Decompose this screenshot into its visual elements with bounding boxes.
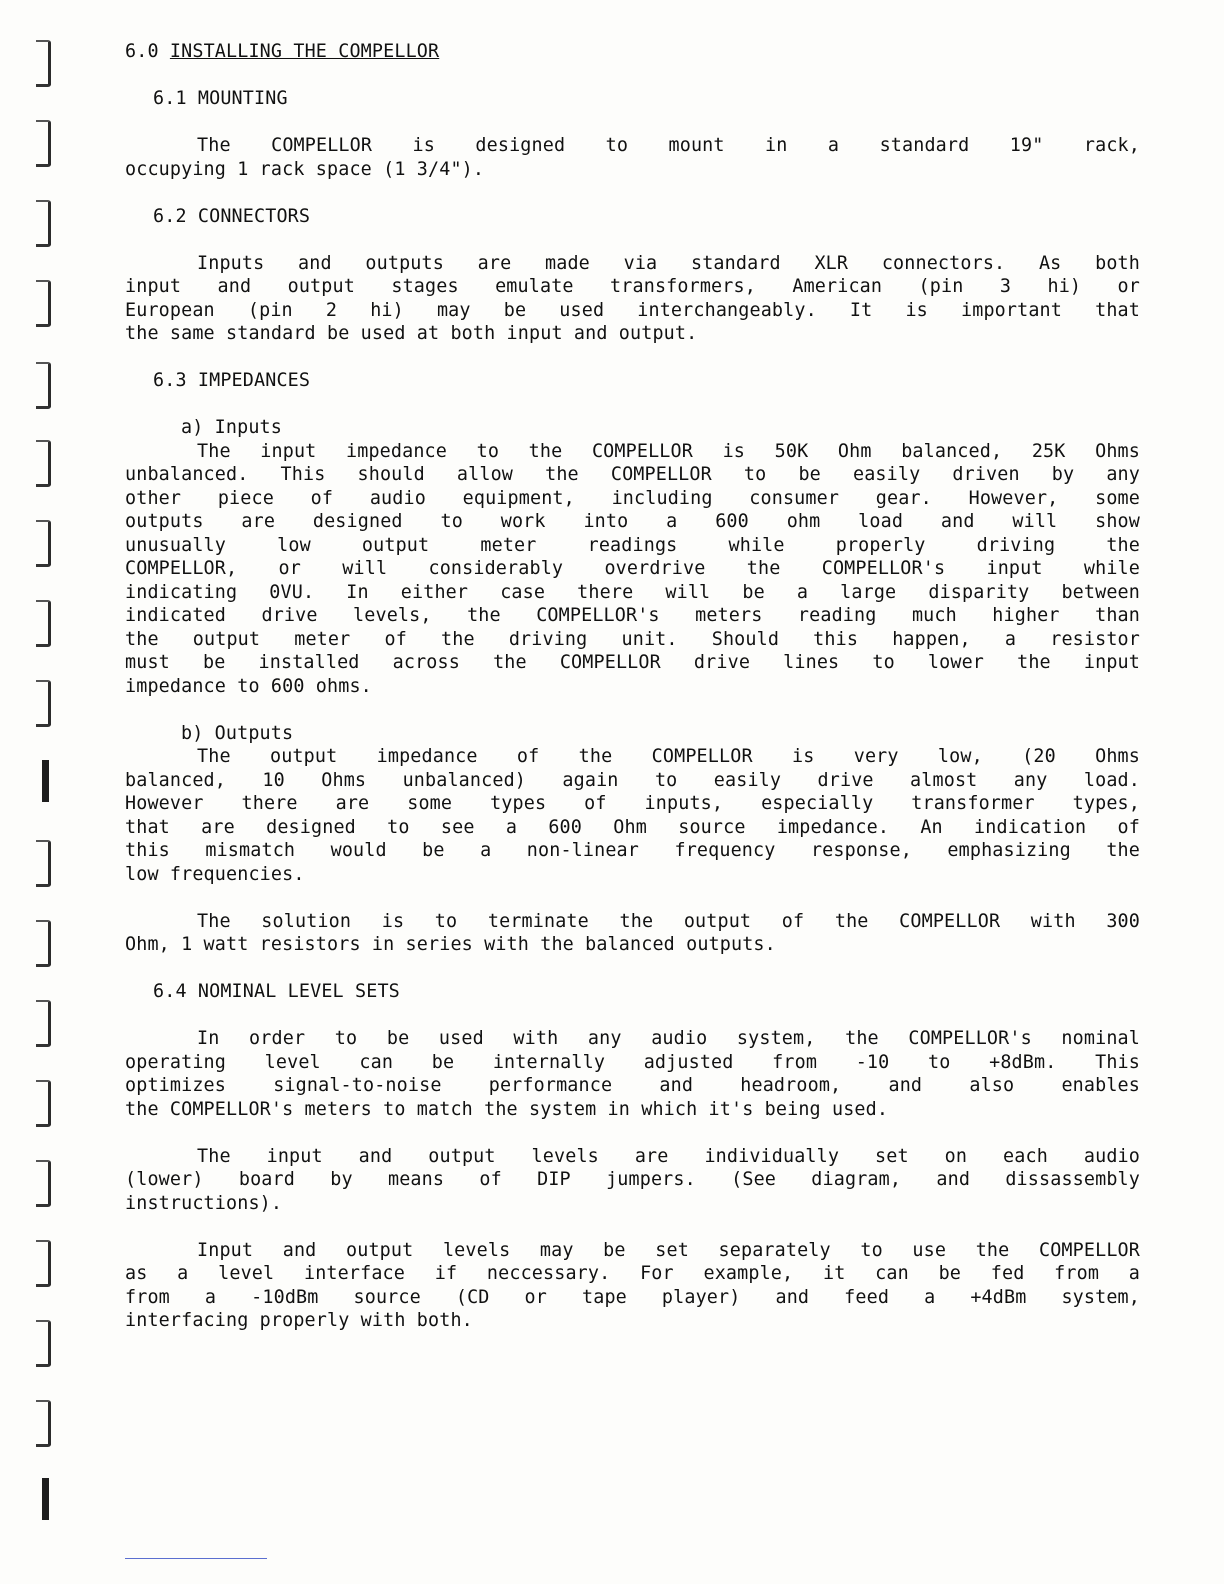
paragraph-line: instructions). <box>125 1192 283 1214</box>
binder-tab <box>36 840 51 887</box>
paragraph-line: low frequencies. <box>125 863 305 885</box>
binder-margin <box>28 0 58 1584</box>
paragraph-line: interfacing properly with both. <box>125 1310 473 1331</box>
paragraph-line: impedance to 600 ohms. <box>125 675 372 697</box>
paragraph-line: indicated drive levels, the COMPELLOR's meters reading much higher than <box>125 605 1140 626</box>
paragraph-line: occupying 1 rack space (1 3/4"). <box>125 158 485 180</box>
binder-tab <box>36 520 51 567</box>
binder-bar <box>42 760 49 802</box>
heading-nominal-level-sets: 6.4 NOMINAL LEVEL SETS <box>153 981 400 1002</box>
binder-tab <box>36 1080 51 1127</box>
paragraph-line: must be installed across the COMPELLOR drive lines to lower the input <box>125 652 1140 673</box>
paragraph-line: input and output stages emulate transformers, American (pin 3 hi) or <box>125 276 1140 297</box>
paragraph-line: European (pin 2 hi) may be used interchangeably. It is important that <box>125 299 1140 321</box>
footer-rule <box>125 1558 267 1559</box>
paragraph-line: The input and output levels are individually set on each audio <box>197 1145 1140 1167</box>
paragraph-line: the COMPELLOR's meters to match the system in which it's being used. <box>125 1098 889 1120</box>
paragraph-line: The COMPELLOR is designed to mount in a standard 19" rack, <box>197 135 1140 156</box>
paragraph-line: as a level interface if neccessary. For example, it can be fed from a <box>125 1263 1140 1284</box>
paragraph-line: Inputs and outputs are made via standard XLR connectors. As both <box>197 252 1140 274</box>
paragraph-line: COMPELLOR, or will considerably overdrive the COMPELLOR's input while <box>125 558 1140 579</box>
paragraph-line: this mismatch would be a non-linear frequency response, emphasizing the <box>125 840 1140 861</box>
binder-tab <box>36 120 51 167</box>
document-page <box>125 40 1140 1333</box>
binder-tab <box>36 1240 51 1287</box>
paragraph-line: The solution is to terminate the output of the COMPELLOR with 300 <box>197 910 1140 932</box>
binder-tab <box>36 200 51 247</box>
paragraph-line: unusually low output meter readings while properly driving the <box>125 534 1140 556</box>
paragraph-line: In order to be used with any audio system, the COMPELLOR's nominal <box>197 1028 1140 1049</box>
paragraph-line: (lower) board by means of DIP jumpers. (See diagram, and dissassembly <box>125 1169 1140 1190</box>
heading-impedances: 6.3 IMPEDANCES <box>153 370 311 391</box>
binder-tab <box>36 1320 51 1367</box>
binder-tab <box>36 280 51 327</box>
binder-tab <box>36 680 51 727</box>
paragraph-line: Ohm, 1 watt resistors in series with the balanced outputs. <box>125 934 776 955</box>
paragraph-line: from a -10dBm source (CD or tape player) and feed a +4dBm system, <box>125 1286 1140 1308</box>
paragraph-line: The input impedance to the COMPELLOR is 50K Ohm balanced, 25K Ohms <box>197 440 1140 462</box>
paragraph-line: the output meter of the driving unit. Should this happen, a resistor <box>125 628 1140 650</box>
paragraph-line: other piece of audio equipment, including consumer gear. However, some <box>125 487 1140 509</box>
section-title-text: INSTALLING THE COMPELLOR <box>169 41 440 62</box>
binder-tab <box>36 362 51 409</box>
heading-mounting: 6.1 MOUNTING <box>153 88 288 109</box>
binder-tab <box>36 40 51 87</box>
binder-tab <box>36 1400 51 1447</box>
binder-tab <box>36 440 51 487</box>
paragraph-line: unbalanced. This should allow the COMPELLOR to be easily driven by any <box>125 464 1140 485</box>
binder-tab <box>36 920 51 967</box>
paragraph-line: the same standard be used at both input and output. <box>125 323 698 344</box>
paragraph-line: that are designed to see a 600 Ohm source impedance. An indication of <box>125 816 1140 838</box>
paragraph-line: Input and output levels may be set separately to use the COMPELLOR <box>197 1239 1140 1261</box>
paragraph-line: The output impedance of the COMPELLOR is very low, (20 Ohms <box>197 746 1140 767</box>
section-title: 6.0 INSTALLING THE COMPELLOR <box>125 41 440 62</box>
subheading-inputs: a) Inputs <box>181 417 282 438</box>
paragraph-line: outputs are designed to work into a 600 ohm load and will show <box>125 511 1140 532</box>
heading-connectors: 6.2 CONNECTORS <box>153 205 311 227</box>
binder-tab <box>36 1000 51 1047</box>
paragraph-line: However there are some types of inputs, especially transformer types, <box>125 793 1140 814</box>
binder-tab <box>36 600 51 647</box>
binder-bar <box>42 1478 49 1520</box>
paragraph-line: indicating 0VU. In either case there will be a large disparity between <box>125 581 1140 603</box>
paragraph-line: balanced, 10 Ohms unbalanced) again to easily drive almost any load. <box>125 769 1140 791</box>
paragraph-line: optimizes signal-to-noise performance and headroom, and also enables <box>125 1075 1140 1096</box>
paragraph-line: operating level can be internally adjusted from -10 to +8dBm. This <box>125 1051 1140 1073</box>
subheading-outputs: b) Outputs <box>181 722 294 744</box>
binder-tab <box>36 1160 51 1207</box>
